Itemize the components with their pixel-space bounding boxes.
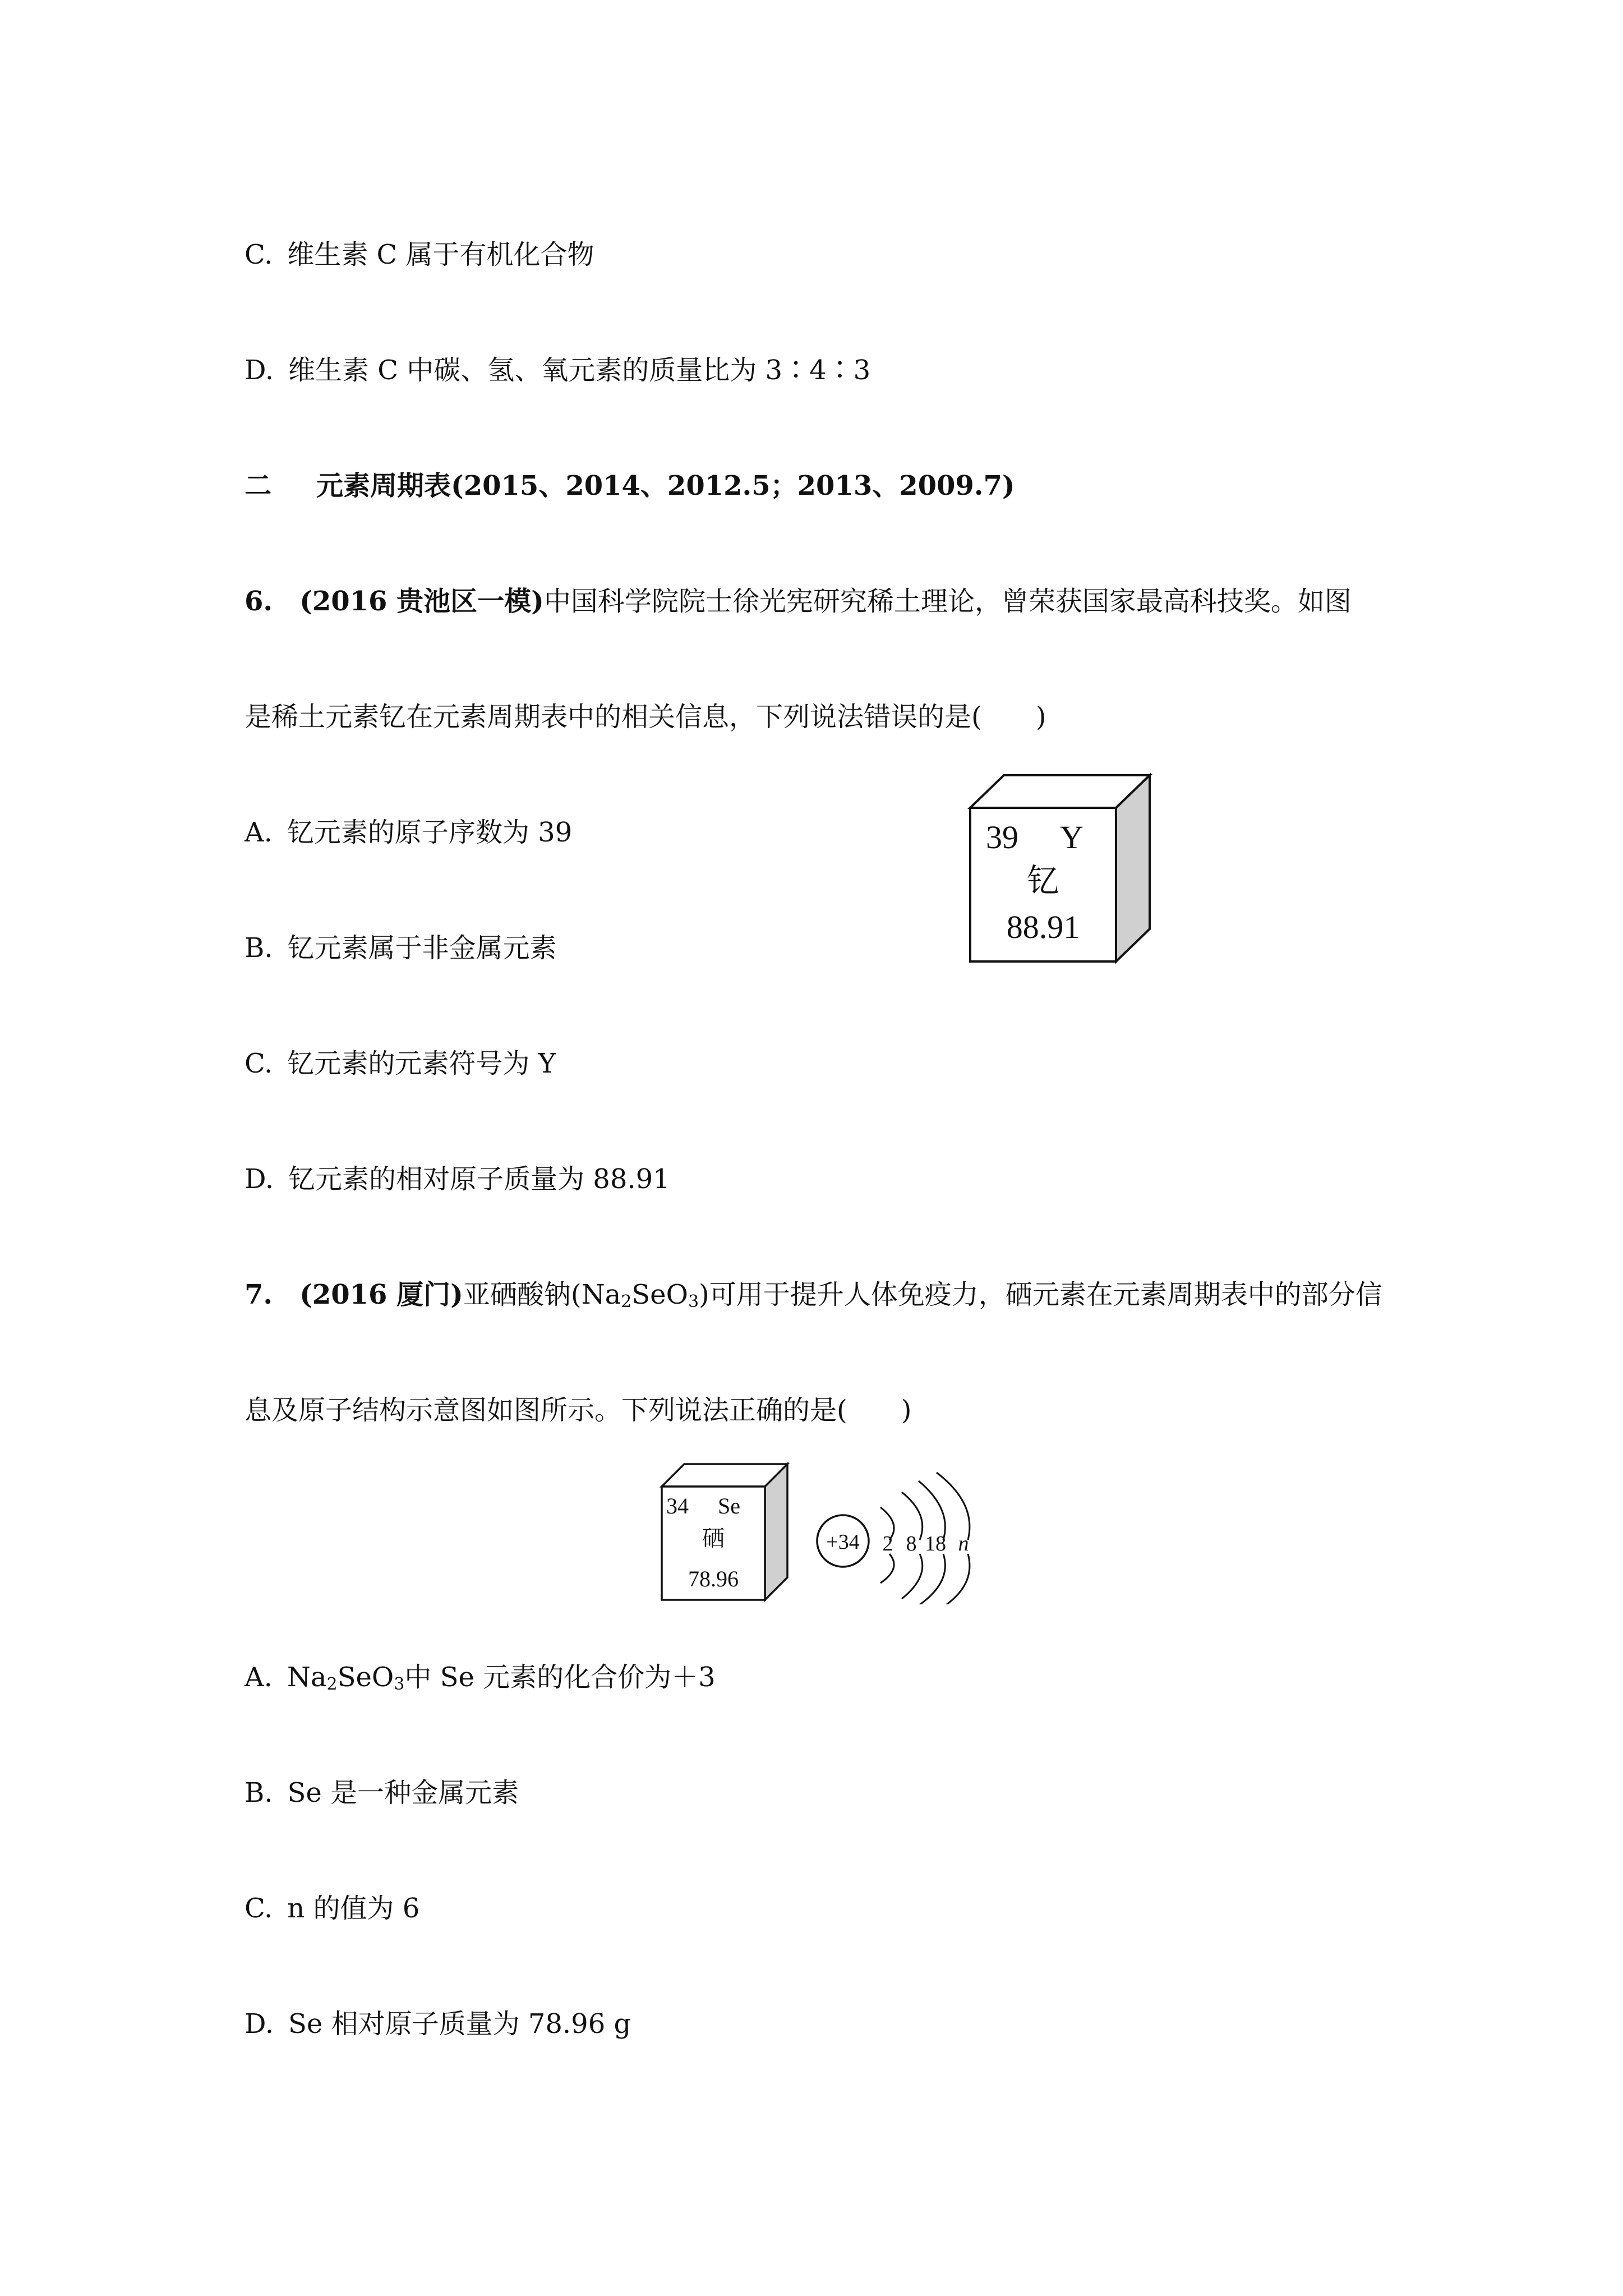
q6-option-b — [245, 931, 557, 965]
cube-side-face — [1116, 775, 1150, 961]
q6-option-c — [245, 1047, 556, 1080]
shell-arc-4-top — [937, 1473, 970, 1540]
option-label: C. — [245, 1893, 273, 1924]
option-text: n 的值为 6 — [287, 1893, 420, 1924]
subscript: 3 — [394, 1674, 405, 1694]
atomic-number: 34 — [666, 1493, 689, 1519]
q7-stem-line2 — [245, 1393, 911, 1427]
shell-arc-2-bottom — [902, 1554, 923, 1599]
option-label: D. — [245, 2008, 274, 2040]
option-text: SeO — [337, 1662, 394, 1693]
option-text: 钇元素的相对原子质量为 88.91 — [288, 1163, 670, 1195]
option-text: 维生素 C 中碳、氢、氧元素的质量比为 3∶4∶3 — [288, 355, 871, 386]
q6-stem-text: 是稀土元素钇在元素周期表中的相关信息，下列说法错误的是( ) — [245, 701, 1046, 733]
q5-option-d — [245, 353, 870, 387]
atomic-structure-diagram — [817, 1473, 970, 1604]
option-text: 钇元素属于非金属元素 — [287, 932, 557, 964]
selenium-figure — [656, 1458, 981, 1604]
q7-source: 7. (2016 厦门) — [245, 1279, 463, 1310]
q7-stem-text: )可用于提升人体免疫力，硒元素在元素周期表中的部分信 — [699, 1279, 1382, 1310]
q6-source: 6. (2016 贵池区一模) — [245, 586, 544, 617]
q7-option-b — [245, 1776, 519, 1810]
element-symbol: Se — [718, 1493, 740, 1519]
nucleus-charge: +34 — [826, 1530, 860, 1554]
subscript: 3 — [688, 1292, 699, 1312]
shell-electrons-3: 18 — [925, 1532, 946, 1556]
q6-option-d — [245, 1162, 670, 1196]
atomic-mass: 78.96 — [688, 1566, 739, 1591]
option-text: 钇元素的原子序数为 39 — [287, 817, 573, 848]
option-text: Se 相对原子质量为 78.96 g — [288, 2008, 631, 2040]
q5-option-c — [245, 238, 594, 272]
q6-stem-line2 — [245, 700, 1046, 734]
subscript: 2 — [621, 1292, 632, 1312]
option-text: 钇元素的元素符号为 Y — [287, 1048, 556, 1079]
yttrium-element-card — [965, 769, 1161, 970]
option-text: 中 Se 元素的化合价为＋3 — [404, 1662, 716, 1693]
section-heading — [245, 469, 1015, 503]
option-text: Se 是一种金属元素 — [287, 1777, 519, 1809]
atomic-number: 39 — [986, 819, 1018, 855]
q6-option-a — [245, 816, 572, 849]
shell-electrons-2: 8 — [906, 1532, 917, 1556]
option-text: Na — [287, 1662, 327, 1693]
shell-electrons-4: n — [958, 1532, 969, 1556]
q6-stem-line1 — [245, 585, 1352, 618]
q7-option-d — [245, 2007, 631, 2041]
cube-side-face — [765, 1464, 787, 1600]
shell-arc-1-bottom — [880, 1554, 894, 1583]
option-text: 维生素 C 属于有机化合物 — [287, 239, 594, 270]
q7-stem-line1 — [245, 1278, 1382, 1312]
subscript: 2 — [326, 1674, 338, 1694]
section-number: 二 — [245, 470, 272, 501]
option-label: B. — [245, 932, 273, 964]
option-label: B. — [245, 1777, 273, 1809]
option-label: C. — [245, 239, 273, 270]
q7-stem-text: 息及原子结构示意图如图所示。下列说法正确的是( ) — [245, 1395, 912, 1426]
q7-option-a — [245, 1660, 716, 1694]
element-symbol: Y — [1060, 819, 1083, 855]
section-title: 元素周期表(2015、2014、2012.5；2013、2009.7) — [316, 470, 1015, 501]
q7-option-c — [245, 1892, 419, 1925]
selenium-element-card — [662, 1464, 787, 1600]
option-label: A. — [245, 817, 273, 848]
shell-electrons-1: 2 — [882, 1532, 893, 1556]
option-label: D. — [245, 355, 274, 386]
q7-stem-text: 亚硒酸钠(Na — [463, 1279, 621, 1310]
option-label: A. — [245, 1662, 273, 1693]
element-name: 钇 — [1026, 863, 1060, 899]
option-label: D. — [245, 1163, 274, 1195]
q7-stem-text: SeO — [631, 1279, 688, 1310]
option-label: C. — [245, 1048, 273, 1079]
q6-stem-text: 中国科学院院士徐光宪研究稀土理论，曾荣获国家最高科技奖。如图 — [543, 586, 1352, 617]
atomic-mass: 88.91 — [1006, 909, 1080, 945]
element-name: 硒 — [702, 1526, 725, 1551]
